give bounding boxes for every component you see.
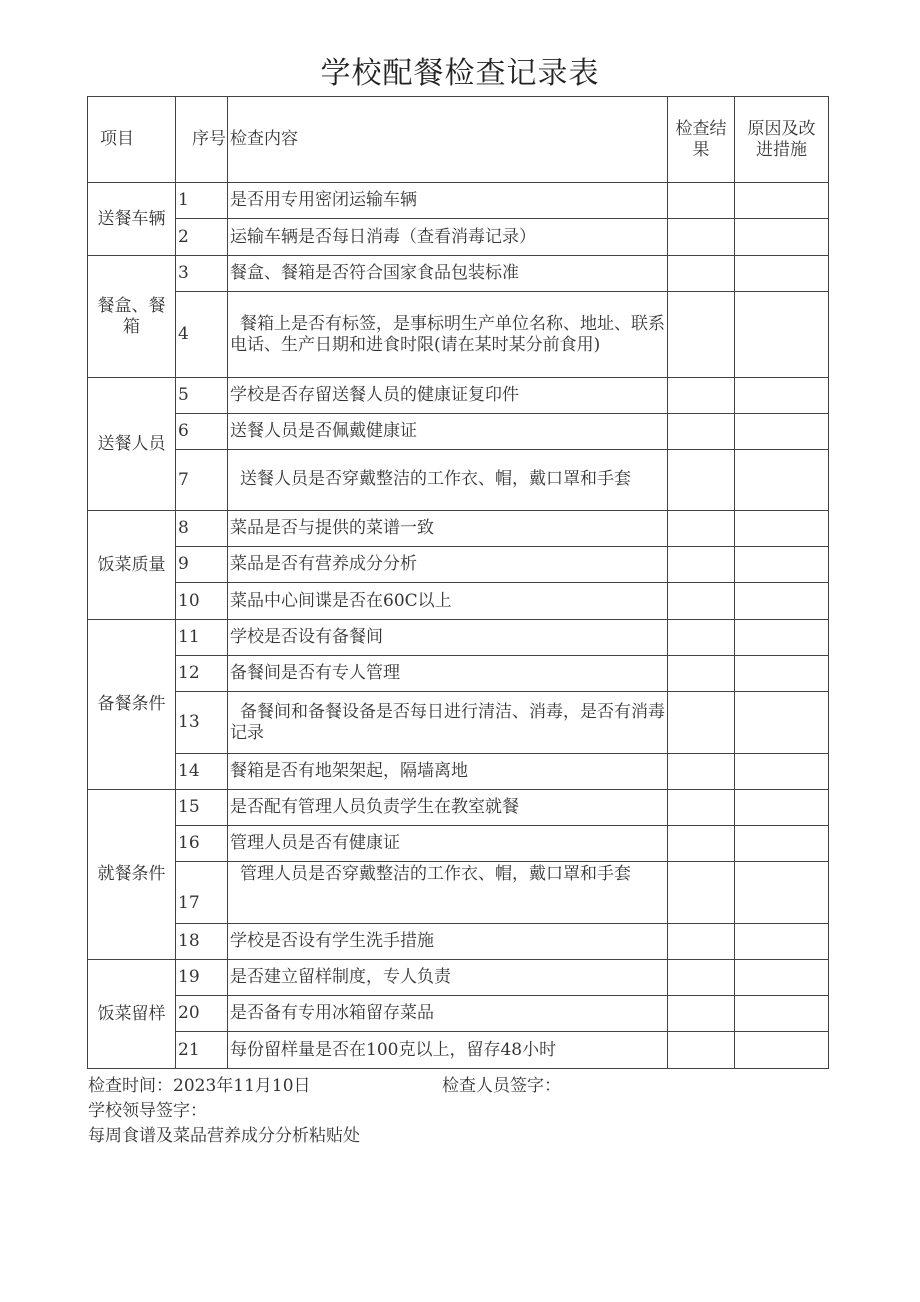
item-content: 学校是否设有学生洗手措施	[228, 924, 668, 960]
item-content: 备餐间是否有专人管理	[228, 656, 668, 692]
item-content: 送餐人员是否佩戴健康证	[228, 414, 668, 450]
item-content: 菜品是否有营养成分分析	[228, 547, 668, 583]
measure-cell[interactable]	[735, 583, 829, 620]
result-cell[interactable]	[668, 183, 735, 219]
inspector-signature: 检查人员签字：	[442, 1076, 561, 1096]
result-cell[interactable]	[668, 790, 735, 826]
result-cell[interactable]	[668, 256, 735, 292]
item-number: 8	[176, 511, 228, 547]
measure-cell[interactable]	[735, 511, 829, 547]
header-measures: 原因及改进措施	[735, 97, 829, 183]
category-cell: 餐盒、餐箱	[88, 256, 176, 378]
item-content: 餐箱上是否有标签，是事标明生产单位名称、地址、联系电话、生产日期和进食时限(请在某时某分前食用)	[228, 292, 668, 378]
header-content: 检查内容	[228, 97, 668, 183]
measure-cell[interactable]	[735, 924, 829, 960]
category-cell: 饭菜留样	[88, 960, 176, 1069]
measure-cell[interactable]	[735, 292, 829, 378]
table-row	[88, 414, 829, 450]
item-content: 餐盒、餐箱是否符合国家食品包装标准	[228, 256, 668, 292]
table-row	[88, 924, 829, 960]
item-content: 学校是否设有备餐间	[228, 620, 668, 656]
result-cell[interactable]	[668, 924, 735, 960]
leader-signature: 学校领导签字：	[88, 1101, 207, 1121]
item-number: 5	[176, 378, 228, 414]
table-row	[88, 656, 829, 692]
item-content: 学校是否存留送餐人员的健康证复印件	[228, 378, 668, 414]
item-content: 菜品是否与提供的菜谱一致	[228, 511, 668, 547]
table-row	[88, 754, 829, 790]
item-content: 是否备有专用冰箱留存菜品	[228, 996, 668, 1032]
measure-cell[interactable]	[735, 183, 829, 219]
result-cell[interactable]	[668, 620, 735, 656]
item-content: 是否建立留样制度，专人负责	[228, 960, 668, 996]
category-cell: 送餐人员	[88, 378, 176, 511]
item-number: 10	[176, 583, 228, 620]
item-number: 9	[176, 547, 228, 583]
item-number: 6	[176, 414, 228, 450]
measure-cell[interactable]	[735, 692, 829, 754]
result-cell[interactable]	[668, 754, 735, 790]
item-number: 13	[176, 692, 228, 754]
item-number: 7	[176, 450, 228, 511]
item-number: 18	[176, 924, 228, 960]
measure-cell[interactable]	[735, 656, 829, 692]
result-cell[interactable]	[668, 414, 735, 450]
item-number: 17	[176, 862, 228, 924]
measure-cell[interactable]	[735, 414, 829, 450]
table-row	[88, 511, 829, 547]
table-row	[88, 547, 829, 583]
item-content: 每份留样量是否在100克以上，留存48小时	[228, 1032, 668, 1069]
table-row	[88, 790, 829, 826]
measure-cell[interactable]	[735, 450, 829, 511]
measure-cell[interactable]	[735, 826, 829, 862]
result-cell[interactable]	[668, 292, 735, 378]
measure-cell[interactable]	[735, 754, 829, 790]
measure-cell[interactable]	[735, 1032, 829, 1069]
item-number: 12	[176, 656, 228, 692]
table-row	[88, 378, 829, 414]
result-cell[interactable]	[668, 583, 735, 620]
item-content: 是否用专用密闭运输车辆	[228, 183, 668, 219]
inspect-time: 检查时间：2023年11月10日	[88, 1076, 311, 1096]
table-row	[88, 996, 829, 1032]
item-number: 14	[176, 754, 228, 790]
inspection-table	[87, 96, 829, 1069]
item-number: 11	[176, 620, 228, 656]
measure-cell[interactable]	[735, 256, 829, 292]
table-row	[88, 620, 829, 656]
table-row	[88, 960, 829, 996]
table-row	[88, 826, 829, 862]
table-row	[88, 583, 829, 620]
header-number: 序号	[176, 97, 228, 183]
result-cell[interactable]	[668, 692, 735, 754]
table-row	[88, 256, 829, 292]
item-content: 运输车辆是否每日消毒（查看消毒记录）	[228, 219, 668, 256]
table-row	[88, 1032, 829, 1069]
category-cell: 备餐条件	[88, 620, 176, 790]
category-cell: 饭菜质量	[88, 511, 176, 620]
paste-area-note: 每周食谱及菜品营养成分分析粘贴处	[88, 1126, 360, 1146]
result-cell[interactable]	[668, 996, 735, 1032]
header-category: 项目	[88, 97, 176, 183]
item-number: 20	[176, 996, 228, 1032]
measure-cell[interactable]	[735, 862, 829, 924]
item-number: 3	[176, 256, 228, 292]
measure-cell[interactable]	[735, 960, 829, 996]
measure-cell[interactable]	[735, 790, 829, 826]
item-number: 21	[176, 1032, 228, 1069]
result-cell[interactable]	[668, 862, 735, 924]
result-cell[interactable]	[668, 511, 735, 547]
measure-cell[interactable]	[735, 996, 829, 1032]
measure-cell[interactable]	[735, 378, 829, 414]
result-cell[interactable]	[668, 1032, 735, 1069]
item-content: 送餐人员是否穿戴整洁的工作衣、帽，戴口罩和手套	[228, 450, 668, 511]
category-cell: 送餐车辆	[88, 183, 176, 256]
item-content: 管理人员是否穿戴整洁的工作衣、帽，戴口罩和手套	[228, 862, 668, 924]
result-cell[interactable]	[668, 826, 735, 862]
item-number: 1	[176, 183, 228, 219]
item-number: 4	[176, 292, 228, 378]
category-cell: 就餐条件	[88, 790, 176, 960]
result-cell[interactable]	[668, 960, 735, 996]
page-title: 学校配餐检查记录表	[320, 56, 600, 91]
result-cell[interactable]	[668, 547, 735, 583]
item-number: 2	[176, 219, 228, 256]
measure-cell[interactable]	[735, 620, 829, 656]
table-row	[88, 219, 829, 256]
result-cell[interactable]	[668, 378, 735, 414]
item-number: 16	[176, 826, 228, 862]
item-content: 菜品中心间谍是否在60C以上	[228, 583, 668, 620]
measure-cell[interactable]	[735, 219, 829, 256]
result-cell[interactable]	[668, 656, 735, 692]
item-content: 备餐间和备餐设备是否每日进行清洁、消毒，是否有消毒记录	[228, 692, 668, 754]
table-row	[88, 292, 829, 378]
item-content: 是否配有管理人员负责学生在教室就餐	[228, 790, 668, 826]
item-content: 餐箱是否有地架架起，隔墙离地	[228, 754, 668, 790]
header-row	[88, 97, 829, 183]
table-row	[88, 692, 829, 754]
header-result: 检查结果	[668, 97, 735, 183]
result-cell[interactable]	[668, 450, 735, 511]
item-content: 管理人员是否有健康证	[228, 826, 668, 862]
item-number: 15	[176, 790, 228, 826]
table-row	[88, 862, 829, 924]
table-row	[88, 183, 829, 219]
measure-cell[interactable]	[735, 547, 829, 583]
item-number: 19	[176, 960, 228, 996]
result-cell[interactable]	[668, 219, 735, 256]
table-row	[88, 450, 829, 511]
